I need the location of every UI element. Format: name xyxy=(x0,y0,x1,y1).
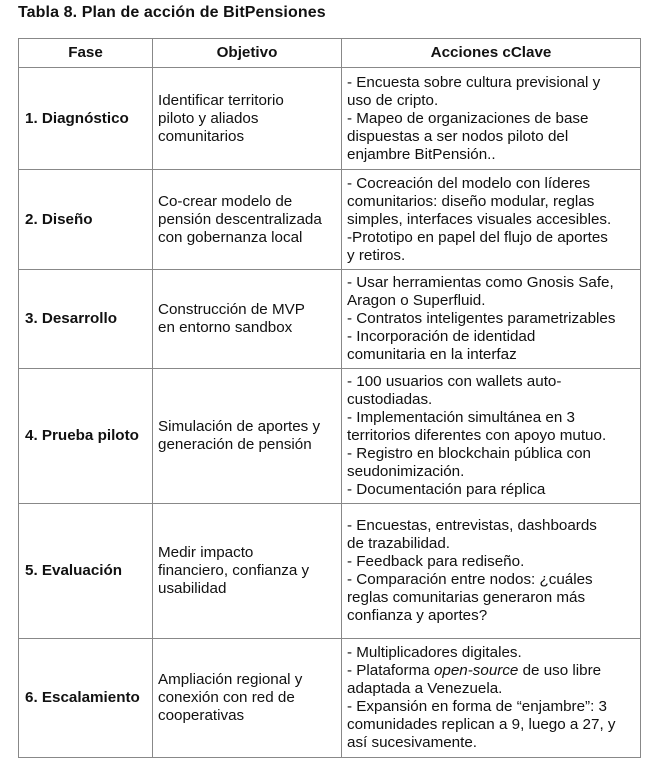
fase-cell: 1. Diagnóstico xyxy=(19,68,153,170)
text-line: adaptada a Venezuela. xyxy=(347,680,503,697)
objetivo-cell xyxy=(153,270,342,369)
text-line: Construcción de MVP xyxy=(158,301,305,318)
acciones-cell xyxy=(342,639,641,758)
text-line: cooperativas xyxy=(158,707,245,724)
text-line: simples, interfaces visuales accesibles. xyxy=(347,210,612,228)
text-line: Identificar territorio xyxy=(158,91,284,109)
text-line xyxy=(347,662,636,680)
text-line: conexión con red de xyxy=(158,689,295,706)
text-line: en entorno sandbox xyxy=(158,319,293,336)
header-objetivo: Objetivo xyxy=(153,39,342,68)
table-row xyxy=(19,639,641,758)
text-line: territorios diferentes con apoyo mutuo. xyxy=(347,427,607,444)
text-line: uso de cripto. xyxy=(347,91,439,109)
fase-cell: 3. Desarrollo xyxy=(19,270,153,369)
text-line: - Mapeo de organizaciones de base xyxy=(347,109,589,127)
table-row xyxy=(19,68,641,170)
text-line: - Incorporación de identidad xyxy=(347,328,536,345)
header-acciones: Acciones cClave xyxy=(342,39,641,68)
objetivo-cell xyxy=(153,68,342,170)
text-line: - Cocreación del modelo con líderes xyxy=(347,174,591,192)
text-line: dispuestas a ser nodos piloto del xyxy=(347,127,569,145)
acciones-cell xyxy=(342,504,641,639)
text-line: - Registro en blockchain pública con xyxy=(347,445,591,462)
text-line: reglas comunitarias generaron más xyxy=(347,589,586,606)
text-line: - Encuesta sobre cultura previsional y xyxy=(347,73,601,91)
text-line: - Feedback para rediseño. xyxy=(347,553,525,570)
table-caption: Tabla 8. Plan de acción de BitPensiones xyxy=(18,4,326,21)
text-line: con gobernanza local xyxy=(158,228,303,246)
text-line: así sucesivamente. xyxy=(347,734,477,751)
text-line: - Usar herramientas como Gnosis Safe, xyxy=(347,274,614,291)
text-line: - Contratos inteligentes parametrizables xyxy=(347,310,616,327)
text-line: generación de pensión xyxy=(158,436,312,453)
text-line: Co-crear modelo de xyxy=(158,192,293,210)
text-line: Aragon o Superfluid. xyxy=(347,292,486,309)
acciones-cell xyxy=(342,68,641,170)
emphasis-text: open-source xyxy=(433,662,519,679)
fase-cell: 2. Diseño xyxy=(19,170,153,270)
text-line: pensión descentralizada xyxy=(158,210,322,228)
objetivo-cell xyxy=(153,369,342,504)
text-line: - 100 usuarios con wallets auto- xyxy=(347,373,562,390)
text-fragment: - Plataforma xyxy=(347,662,434,679)
acciones-cell xyxy=(342,369,641,504)
objetivo-cell xyxy=(153,504,342,639)
text-line: comunidades replican a 9, luego a 27, y xyxy=(347,716,616,733)
text-line: - Multiplicadores digitales. xyxy=(347,644,522,661)
text-line: Ampliación regional y xyxy=(158,671,303,688)
text-line: comunitarios xyxy=(158,127,245,145)
text-line: - Comparación entre nodos: ¿cuáles xyxy=(347,571,593,588)
text-line: Simulación de aportes y xyxy=(158,418,321,435)
text-line: y retiros. xyxy=(347,246,406,264)
text-line: enjambre BitPensión.. xyxy=(347,145,496,163)
acciones-cell xyxy=(342,270,641,369)
text-line: custodiadas. xyxy=(347,391,433,408)
text-line: usabilidad xyxy=(158,580,227,597)
text-line: comunitaria en la interfaz xyxy=(347,346,517,363)
text-line: financiero, confianza y xyxy=(158,562,310,579)
text-line: de trazabilidad. xyxy=(347,535,451,552)
fase-cell: 5. Evaluación xyxy=(19,504,153,639)
text-line: Medir impacto xyxy=(158,544,254,561)
text-fragment: de uso libre xyxy=(518,662,602,679)
text-line: - Expansión en forma de “enjambre”: 3 xyxy=(347,698,608,715)
text-line: seudonimización. xyxy=(347,463,465,480)
fase-cell: 4. Prueba piloto xyxy=(19,369,153,504)
header-row xyxy=(19,39,641,68)
acciones-cell xyxy=(342,170,641,270)
text-line: - Implementación simultánea en 3 xyxy=(347,409,575,426)
table-row xyxy=(19,170,641,270)
text-line: comunitarios: diseño modular, reglas xyxy=(347,192,595,210)
action-plan-table xyxy=(18,38,641,758)
text-line: -Prototipo en papel del flujo de aportes xyxy=(347,228,608,246)
text-line: - Encuestas, entrevistas, dashboards xyxy=(347,517,597,534)
objetivo-cell xyxy=(153,639,342,758)
header-fase: Fase xyxy=(19,39,153,68)
text-line: piloto y aliados xyxy=(158,109,259,127)
text-line: - Documentación para réplica xyxy=(347,481,546,498)
objetivo-cell xyxy=(153,170,342,270)
text-line: confianza y aportes? xyxy=(347,607,488,624)
table-row xyxy=(19,369,641,504)
table-row xyxy=(19,504,641,639)
table-row xyxy=(19,270,641,369)
fase-cell: 6. Escalamiento xyxy=(19,639,153,758)
